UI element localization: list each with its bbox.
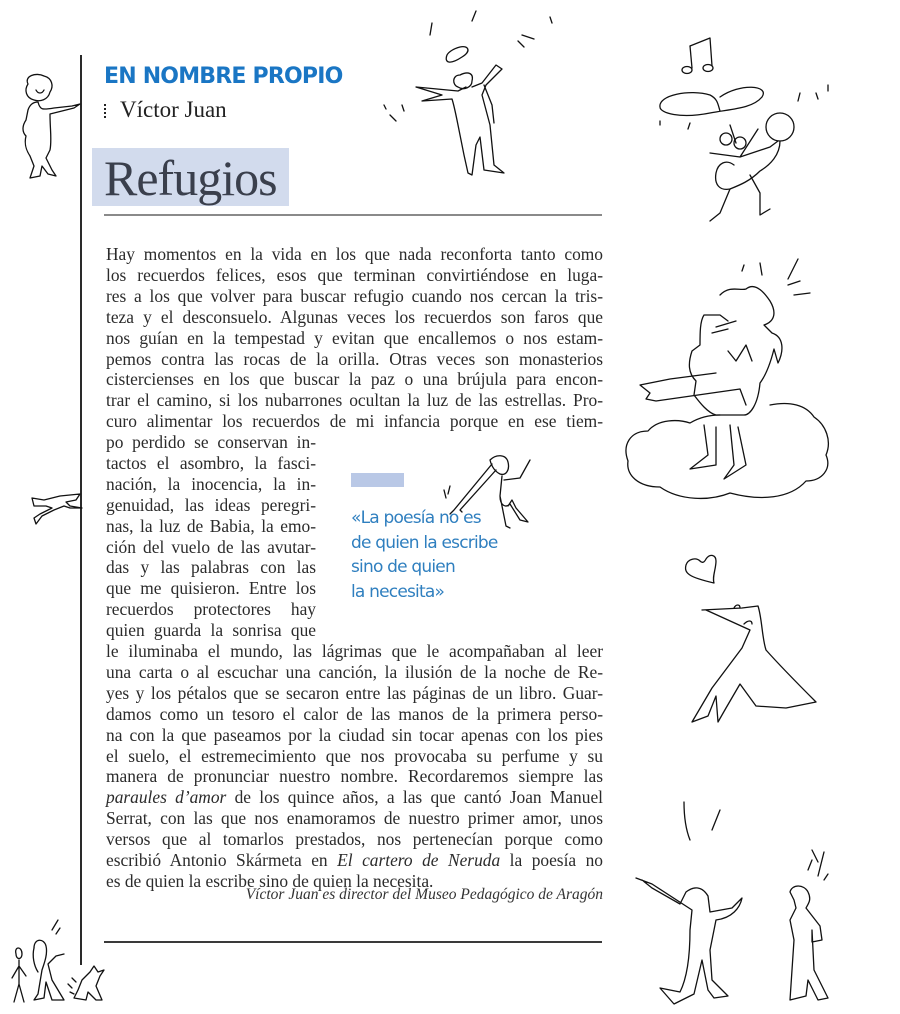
body-line: nas, la luz de Babia, la emo- <box>106 515 316 536</box>
running-person-doodle-icon <box>30 492 85 527</box>
angel-figure-doodle-icon <box>372 5 572 180</box>
bird-doodle-icon <box>682 598 832 728</box>
swinging-figure-doodle-icon <box>440 450 530 535</box>
author-byline <box>104 96 227 124</box>
body-line: yes y los pétalos que se secaron entre las páginas de un libro. Guar- <box>106 682 603 703</box>
body-line: teza y el desconsuelo. Algunas veces los recuerdos son faros que <box>106 306 603 327</box>
body-text-narrow <box>106 432 316 641</box>
body-line: curo alimentar los recuerdos de mi infancia porque en ese tiem- <box>106 411 603 432</box>
body-line: cistercienses en los que buscar la paz o una brújula para encon- <box>106 369 603 390</box>
body-line: nación, la inocencia, la in- <box>106 473 316 494</box>
byline-marker-icon <box>104 104 108 118</box>
section-label: EN NOMBRE PROPIO <box>104 64 343 89</box>
body-line: los recuerdos felices, esos que terminan convirtiéndose en luga- <box>106 264 603 285</box>
body-line: genuidad, las ideas peregri- <box>106 494 316 515</box>
body-line: das y las palabras con las <box>106 557 316 578</box>
body-line: nos guían en la tempestad y evitan que encallemos o nos estam- <box>106 327 603 348</box>
body-text-block-2 <box>106 641 603 892</box>
pull-quote-bar <box>351 473 404 487</box>
body-line: una carta o al escuchar una canción, la ilusión de la noche de Re- <box>106 661 603 682</box>
figure-on-cloud-doodle-icon <box>620 255 855 505</box>
author-name: Víctor Juan <box>120 97 227 122</box>
body-line-start: escribió Antonio Skármeta en <box>106 850 338 871</box>
music-note-doodle-icon <box>680 38 720 78</box>
body-line-book-title <box>106 850 603 871</box>
pull-quote-line: «La poesía no es <box>351 508 481 528</box>
body-line: po perdido se conservan in- <box>106 432 316 452</box>
pull-quote-line: sino de quien <box>351 557 455 577</box>
body-line: na con la que paseamos por la ciudad sin tocar apenas con los pies <box>106 724 603 745</box>
body-line: Serrat, con las que nos enamoramos de nuestro primer amor, unos <box>106 808 603 829</box>
body-line: recuerdos protectores hay <box>106 599 316 620</box>
body-line-italic-title <box>106 787 603 808</box>
body-line: res a los que volver para buscar refugio cuando nos cercan la tris- <box>106 285 603 306</box>
body-line: Hay momentos en la vida en los que nada reconforta tanto como <box>106 244 603 264</box>
body-line: el suelo, el estremecimiento que nos provocaba su perfume y su <box>106 745 603 766</box>
body-line: pemos contra las rocas de la orilla. Otras veces son monasterios <box>106 348 603 369</box>
two-people-doodle-icon <box>632 800 842 1010</box>
body-line: ción del vuelo de las avutar- <box>106 536 316 557</box>
body-line-rest: de los quince años, a las que cantó Joan Manuel <box>226 787 603 808</box>
pull-quote-line: de quien la escribe <box>351 532 498 553</box>
body-line: tactos el asombro, la fasci- <box>106 452 316 473</box>
body-line: que me quisieron. Entre los <box>106 578 316 599</box>
author-bio: Víctor Juan es director del Museo Pedagógico de Aragón <box>245 886 603 903</box>
family-with-dog-doodle-icon <box>8 920 108 1005</box>
body-line: quien guarda la sonrisa que <box>106 620 316 641</box>
title-divider <box>104 214 602 216</box>
body-line: le iluminaba el mundo, las lágrimas que le acompañaban al leer <box>106 641 603 661</box>
article-title: Refugios <box>104 150 277 206</box>
body-line: manera de pronunciar nuestro nombre. Recordaremos siempre las <box>106 766 603 787</box>
pull-quote-line: la necesita» <box>351 581 445 602</box>
saxophone-player-doodle-icon <box>630 85 830 245</box>
italic-book-title: El cartero de Neruda <box>337 850 501 871</box>
bottom-divider <box>104 941 602 943</box>
body-line-end: la poesía no <box>500 850 603 871</box>
body-line: trar el camino, si los nubarrones ocultan la luz de las estrellas. Pro- <box>106 390 603 411</box>
pointing-person-doodle-icon <box>10 70 85 185</box>
body-line: damos como un tesoro el calor de las manos de la primera perso- <box>106 703 603 724</box>
italic-song-title: paraules d’amor <box>106 787 227 808</box>
heart-doodle-icon <box>682 553 718 585</box>
body-text-block-1 <box>106 244 603 432</box>
body-line: versos que al tomarlos prestados, nos pertenecían porque como <box>106 829 603 850</box>
body-line-last: es de quien la escribe sino de quien la necesita. <box>106 870 434 891</box>
